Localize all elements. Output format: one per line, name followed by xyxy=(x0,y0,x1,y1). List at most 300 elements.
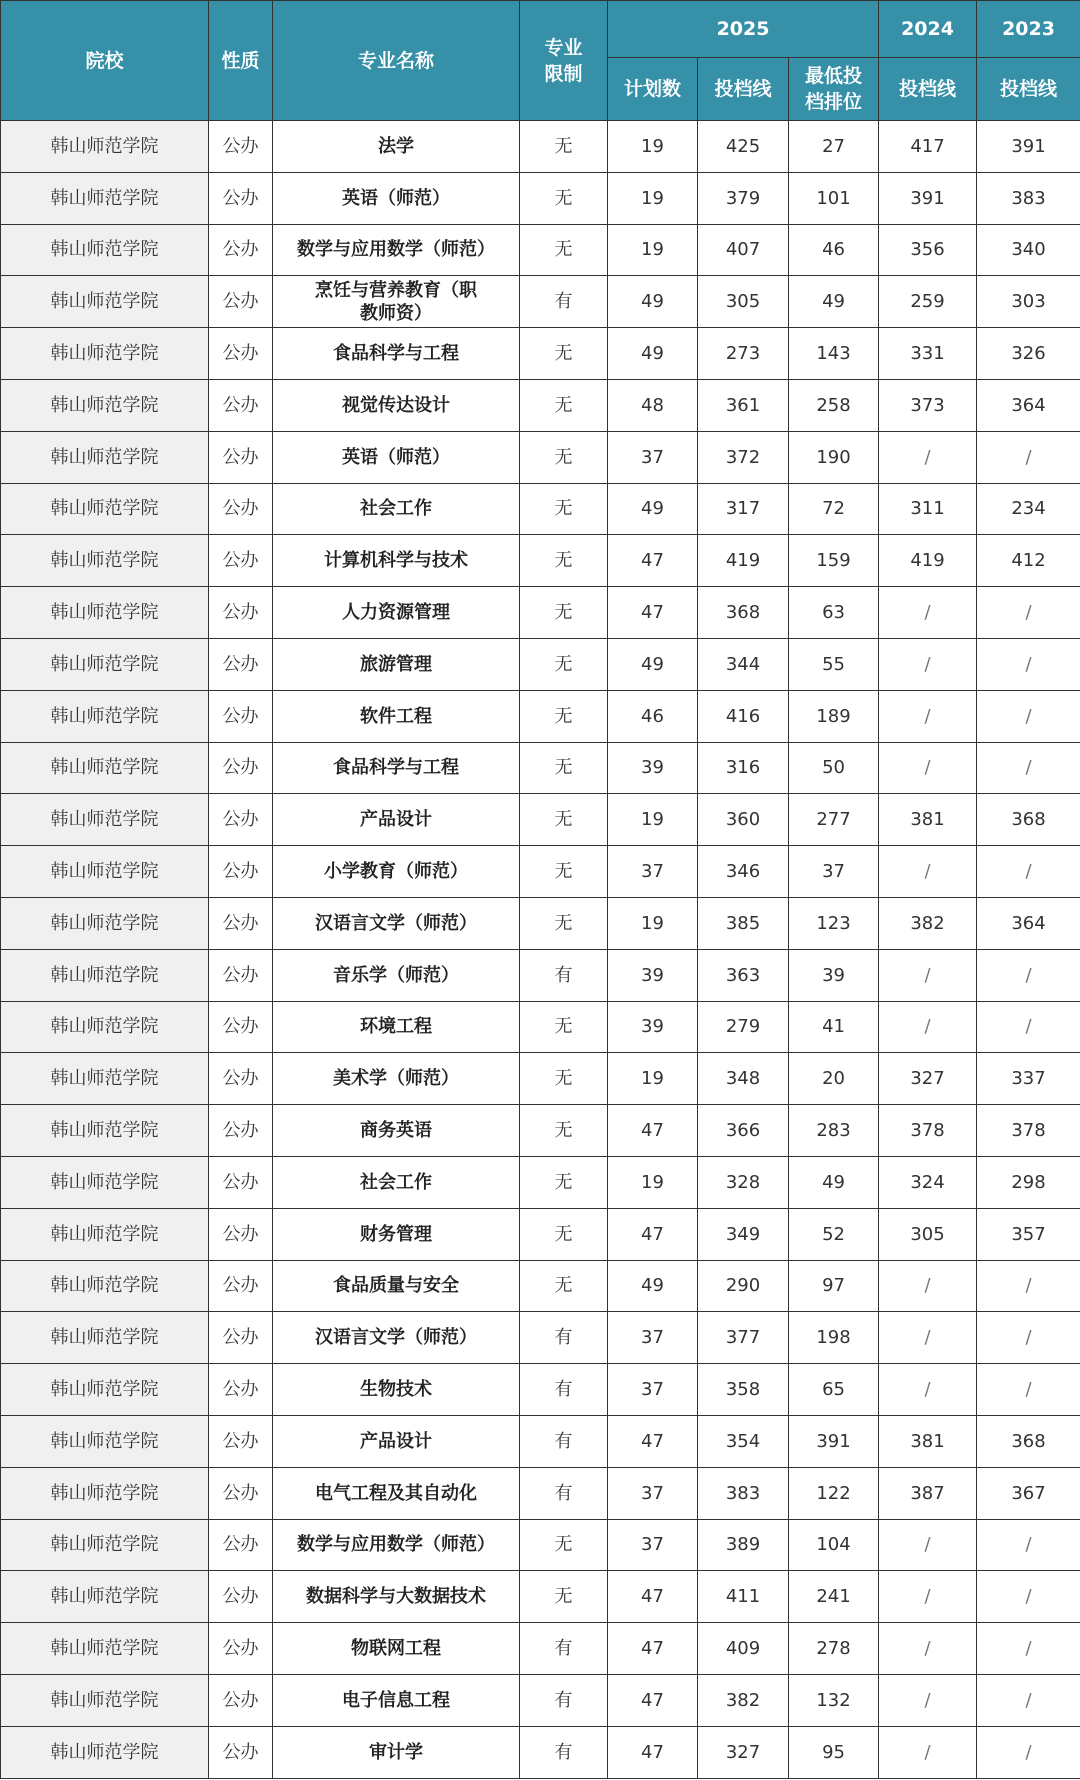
cell-restrict: 无 xyxy=(520,690,608,742)
cell-line-2024: 259 xyxy=(879,276,977,328)
cell-line-2025: 328 xyxy=(698,1156,789,1208)
cell-restrict: 无 xyxy=(520,172,608,224)
cell-nature: 公办 xyxy=(209,897,273,949)
cell-rank: 143 xyxy=(789,328,879,380)
cell-plan: 19 xyxy=(608,224,698,276)
cell-nature: 公办 xyxy=(209,379,273,431)
cell-school: 韩山师范学院 xyxy=(1,638,209,690)
cell-plan: 47 xyxy=(608,535,698,587)
cell-rank: 50 xyxy=(789,742,879,794)
header-2025: 2025 xyxy=(608,1,879,58)
cell-plan: 19 xyxy=(608,172,698,224)
cell-school: 韩山师范学院 xyxy=(1,1001,209,1053)
cell-line-2023: 378 xyxy=(977,1105,1080,1157)
cell-line-2024: 417 xyxy=(879,121,977,173)
cell-line-2024: 387 xyxy=(879,1467,977,1519)
cell-line-2023: / xyxy=(977,1001,1080,1053)
table-row xyxy=(1,1415,1080,1467)
cell-nature: 公办 xyxy=(209,1415,273,1467)
cell-major: 产品设计 xyxy=(273,1415,520,1467)
table-row xyxy=(1,535,1080,587)
cell-plan: 19 xyxy=(608,897,698,949)
cell-nature: 公办 xyxy=(209,1260,273,1312)
cell-line-2024: / xyxy=(879,1260,977,1312)
cell-line-2024: / xyxy=(879,1623,977,1675)
table-row xyxy=(1,1260,1080,1312)
cell-plan: 47 xyxy=(608,1726,698,1778)
cell-line-2025: 389 xyxy=(698,1519,789,1571)
cell-major: 数学与应用数学（师范） xyxy=(273,224,520,276)
cell-line-2024: / xyxy=(879,1001,977,1053)
table-row xyxy=(1,1105,1080,1157)
cell-major: 食品科学与工程 xyxy=(273,328,520,380)
cell-line-2025: 407 xyxy=(698,224,789,276)
cell-line-2023: / xyxy=(977,690,1080,742)
cell-line-2023: 391 xyxy=(977,121,1080,173)
cell-plan: 19 xyxy=(608,121,698,173)
cell-nature: 公办 xyxy=(209,690,273,742)
cell-restrict: 无 xyxy=(520,224,608,276)
cell-nature: 公办 xyxy=(209,172,273,224)
cell-line-2025: 317 xyxy=(698,483,789,535)
cell-line-2024: / xyxy=(879,690,977,742)
cell-restrict: 有 xyxy=(520,949,608,1001)
cell-restrict: 无 xyxy=(520,1208,608,1260)
cell-line-2024: / xyxy=(879,431,977,483)
cell-restrict: 有 xyxy=(520,1726,608,1778)
cell-restrict: 无 xyxy=(520,1519,608,1571)
cell-line-2023: 412 xyxy=(977,535,1080,587)
cell-school: 韩山师范学院 xyxy=(1,121,209,173)
cell-line-2025: 363 xyxy=(698,949,789,1001)
table-row xyxy=(1,690,1080,742)
cell-line-2023: 303 xyxy=(977,276,1080,328)
cell-nature: 公办 xyxy=(209,1105,273,1157)
cell-nature: 公办 xyxy=(209,1312,273,1364)
cell-rank: 65 xyxy=(789,1364,879,1416)
table-row xyxy=(1,121,1080,173)
cell-restrict: 有 xyxy=(520,1312,608,1364)
cell-school: 韩山师范学院 xyxy=(1,535,209,587)
cell-line-2025: 348 xyxy=(698,1053,789,1105)
cell-rank: 189 xyxy=(789,690,879,742)
cell-major: 电子信息工程 xyxy=(273,1674,520,1726)
cell-plan: 47 xyxy=(608,1571,698,1623)
cell-line-2025: 383 xyxy=(698,1467,789,1519)
cell-plan: 49 xyxy=(608,328,698,380)
cell-plan: 37 xyxy=(608,1519,698,1571)
cell-school: 韩山师范学院 xyxy=(1,276,209,328)
cell-restrict: 无 xyxy=(520,1105,608,1157)
table-row xyxy=(1,1156,1080,1208)
cell-rank: 49 xyxy=(789,276,879,328)
table-row xyxy=(1,1001,1080,1053)
cell-restrict: 有 xyxy=(520,1364,608,1416)
cell-line-2024: / xyxy=(879,846,977,898)
cell-major: 生物技术 xyxy=(273,1364,520,1416)
cell-rank: 63 xyxy=(789,587,879,639)
cell-plan: 37 xyxy=(608,1364,698,1416)
cell-plan: 48 xyxy=(608,379,698,431)
cell-plan: 47 xyxy=(608,1623,698,1675)
cell-restrict: 有 xyxy=(520,1674,608,1726)
cell-line-2023: / xyxy=(977,846,1080,898)
cell-plan: 19 xyxy=(608,1053,698,1105)
table-row xyxy=(1,1623,1080,1675)
cell-rank: 27 xyxy=(789,121,879,173)
cell-nature: 公办 xyxy=(209,224,273,276)
cell-nature: 公办 xyxy=(209,1519,273,1571)
cell-nature: 公办 xyxy=(209,431,273,483)
cell-rank: 132 xyxy=(789,1674,879,1726)
cell-major: 审计学 xyxy=(273,1726,520,1778)
cell-nature: 公办 xyxy=(209,587,273,639)
cell-line-2024: / xyxy=(879,587,977,639)
cell-school: 韩山师范学院 xyxy=(1,1519,209,1571)
table-row xyxy=(1,1364,1080,1416)
table-row xyxy=(1,1571,1080,1623)
cell-nature: 公办 xyxy=(209,1726,273,1778)
cell-line-2024: / xyxy=(879,1519,977,1571)
cell-school: 韩山师范学院 xyxy=(1,1208,209,1260)
cell-line-2025: 354 xyxy=(698,1415,789,1467)
cell-line-2023: 364 xyxy=(977,897,1080,949)
cell-nature: 公办 xyxy=(209,742,273,794)
cell-line-2023: / xyxy=(977,1674,1080,1726)
cell-major: 食品质量与安全 xyxy=(273,1260,520,1312)
cell-rank: 37 xyxy=(789,846,879,898)
cell-nature: 公办 xyxy=(209,535,273,587)
cell-school: 韩山师范学院 xyxy=(1,379,209,431)
cell-plan: 47 xyxy=(608,587,698,639)
cell-school: 韩山师范学院 xyxy=(1,1105,209,1157)
header-line-2024: 投档线 xyxy=(879,58,977,121)
cell-restrict: 无 xyxy=(520,1001,608,1053)
cell-line-2023: / xyxy=(977,431,1080,483)
cell-restrict: 有 xyxy=(520,1415,608,1467)
cell-rank: 123 xyxy=(789,897,879,949)
cell-plan: 49 xyxy=(608,638,698,690)
cell-restrict: 无 xyxy=(520,1156,608,1208)
cell-line-2024: / xyxy=(879,1674,977,1726)
cell-major: 旅游管理 xyxy=(273,638,520,690)
cell-school: 韩山师范学院 xyxy=(1,328,209,380)
cell-line-2024: 419 xyxy=(879,535,977,587)
cell-line-2024: / xyxy=(879,1726,977,1778)
cell-line-2025: 368 xyxy=(698,587,789,639)
cell-line-2023: 234 xyxy=(977,483,1080,535)
cell-rank: 391 xyxy=(789,1415,879,1467)
cell-line-2025: 385 xyxy=(698,897,789,949)
table-row xyxy=(1,431,1080,483)
header-rank: 最低投档排位 xyxy=(789,58,879,121)
cell-major: 汉语言文学（师范） xyxy=(273,1312,520,1364)
table-row xyxy=(1,1726,1080,1778)
cell-line-2024: / xyxy=(879,638,977,690)
cell-restrict: 无 xyxy=(520,742,608,794)
cell-line-2025: 316 xyxy=(698,742,789,794)
cell-nature: 公办 xyxy=(209,1571,273,1623)
cell-major: 烹饪与营养教育（职教师资） xyxy=(273,276,520,328)
cell-rank: 277 xyxy=(789,794,879,846)
cell-line-2023: 364 xyxy=(977,379,1080,431)
table-row xyxy=(1,1519,1080,1571)
cell-nature: 公办 xyxy=(209,1001,273,1053)
cell-plan: 47 xyxy=(608,1208,698,1260)
cell-line-2024: 305 xyxy=(879,1208,977,1260)
cell-school: 韩山师范学院 xyxy=(1,794,209,846)
cell-school: 韩山师范学院 xyxy=(1,587,209,639)
cell-restrict: 无 xyxy=(520,483,608,535)
cell-restrict: 无 xyxy=(520,1053,608,1105)
cell-line-2025: 382 xyxy=(698,1674,789,1726)
cell-line-2025: 305 xyxy=(698,276,789,328)
table-row xyxy=(1,742,1080,794)
header-line-2025: 投档线 xyxy=(698,58,789,121)
table-row xyxy=(1,846,1080,898)
cell-rank: 122 xyxy=(789,1467,879,1519)
cell-line-2025: 377 xyxy=(698,1312,789,1364)
cell-restrict: 有 xyxy=(520,1623,608,1675)
table-body xyxy=(1,121,1080,1779)
cell-line-2023: / xyxy=(977,1571,1080,1623)
cell-line-2025: 419 xyxy=(698,535,789,587)
header-plan: 计划数 xyxy=(608,58,698,121)
cell-nature: 公办 xyxy=(209,846,273,898)
cell-line-2025: 411 xyxy=(698,1571,789,1623)
cell-major: 英语（师范） xyxy=(273,172,520,224)
cell-line-2025: 279 xyxy=(698,1001,789,1053)
cell-nature: 公办 xyxy=(209,1623,273,1675)
cell-line-2023: / xyxy=(977,638,1080,690)
cell-rank: 39 xyxy=(789,949,879,1001)
cell-line-2025: 358 xyxy=(698,1364,789,1416)
cell-rank: 97 xyxy=(789,1260,879,1312)
cell-plan: 37 xyxy=(608,846,698,898)
cell-major: 社会工作 xyxy=(273,1156,520,1208)
cell-rank: 190 xyxy=(789,431,879,483)
cell-line-2023: / xyxy=(977,1519,1080,1571)
cell-restrict: 无 xyxy=(520,431,608,483)
table-row xyxy=(1,587,1080,639)
cell-line-2024: / xyxy=(879,1312,977,1364)
cell-line-2023: / xyxy=(977,1260,1080,1312)
cell-plan: 49 xyxy=(608,276,698,328)
cell-nature: 公办 xyxy=(209,1467,273,1519)
cell-major: 人力资源管理 xyxy=(273,587,520,639)
cell-restrict: 无 xyxy=(520,328,608,380)
cell-line-2025: 366 xyxy=(698,1105,789,1157)
cell-school: 韩山师范学院 xyxy=(1,431,209,483)
cell-school: 韩山师范学院 xyxy=(1,483,209,535)
cell-nature: 公办 xyxy=(209,1053,273,1105)
cell-line-2023: / xyxy=(977,1623,1080,1675)
cell-line-2023: 368 xyxy=(977,1415,1080,1467)
cell-plan: 39 xyxy=(608,949,698,1001)
cell-major: 软件工程 xyxy=(273,690,520,742)
cell-line-2023: 326 xyxy=(977,328,1080,380)
cell-line-2025: 360 xyxy=(698,794,789,846)
cell-line-2023: 340 xyxy=(977,224,1080,276)
cell-school: 韩山师范学院 xyxy=(1,1260,209,1312)
table-row xyxy=(1,276,1080,328)
table-row xyxy=(1,379,1080,431)
table-row xyxy=(1,1467,1080,1519)
cell-line-2023: / xyxy=(977,742,1080,794)
cell-restrict: 无 xyxy=(520,897,608,949)
cell-line-2024: 356 xyxy=(879,224,977,276)
cell-school: 韩山师范学院 xyxy=(1,1156,209,1208)
table-row xyxy=(1,1674,1080,1726)
table-row xyxy=(1,1208,1080,1260)
cell-nature: 公办 xyxy=(209,276,273,328)
cell-line-2025: 425 xyxy=(698,121,789,173)
cell-nature: 公办 xyxy=(209,1156,273,1208)
cell-school: 韩山师范学院 xyxy=(1,1467,209,1519)
cell-nature: 公办 xyxy=(209,638,273,690)
cell-line-2023: / xyxy=(977,587,1080,639)
cell-major: 食品科学与工程 xyxy=(273,742,520,794)
cell-restrict: 无 xyxy=(520,379,608,431)
cell-nature: 公办 xyxy=(209,483,273,535)
table-row xyxy=(1,1053,1080,1105)
cell-nature: 公办 xyxy=(209,1674,273,1726)
cell-plan: 46 xyxy=(608,690,698,742)
cell-restrict: 无 xyxy=(520,587,608,639)
cell-line-2025: 273 xyxy=(698,328,789,380)
cell-restrict: 有 xyxy=(520,276,608,328)
cell-line-2024: 373 xyxy=(879,379,977,431)
cell-line-2024: 391 xyxy=(879,172,977,224)
cell-school: 韩山师范学院 xyxy=(1,897,209,949)
cell-plan: 37 xyxy=(608,431,698,483)
cell-rank: 159 xyxy=(789,535,879,587)
cell-rank: 258 xyxy=(789,379,879,431)
cell-rank: 95 xyxy=(789,1726,879,1778)
cell-rank: 278 xyxy=(789,1623,879,1675)
cell-rank: 241 xyxy=(789,1571,879,1623)
cell-plan: 19 xyxy=(608,794,698,846)
cell-restrict: 无 xyxy=(520,1260,608,1312)
cell-restrict: 无 xyxy=(520,121,608,173)
table-row xyxy=(1,949,1080,1001)
header-school: 院校 xyxy=(1,1,209,121)
cell-restrict: 无 xyxy=(520,1571,608,1623)
header-2023: 2023 xyxy=(977,1,1080,58)
cell-plan: 39 xyxy=(608,742,698,794)
cell-line-2025: 327 xyxy=(698,1726,789,1778)
cell-major: 视觉传达设计 xyxy=(273,379,520,431)
cell-major: 音乐学（师范） xyxy=(273,949,520,1001)
table-row xyxy=(1,483,1080,535)
header-major: 专业名称 xyxy=(273,1,520,121)
cell-major: 小学教育（师范） xyxy=(273,846,520,898)
cell-line-2025: 349 xyxy=(698,1208,789,1260)
table-row xyxy=(1,224,1080,276)
cell-school: 韩山师范学院 xyxy=(1,742,209,794)
cell-school: 韩山师范学院 xyxy=(1,1571,209,1623)
cell-plan: 39 xyxy=(608,1001,698,1053)
cell-line-2024: / xyxy=(879,1571,977,1623)
cell-line-2025: 416 xyxy=(698,690,789,742)
cell-line-2024: / xyxy=(879,949,977,1001)
cell-line-2024: 327 xyxy=(879,1053,977,1105)
cell-school: 韩山师范学院 xyxy=(1,1726,209,1778)
cell-rank: 41 xyxy=(789,1001,879,1053)
cell-rank: 198 xyxy=(789,1312,879,1364)
cell-school: 韩山师范学院 xyxy=(1,172,209,224)
cell-school: 韩山师范学院 xyxy=(1,1415,209,1467)
cell-line-2024: 378 xyxy=(879,1105,977,1157)
cell-line-2024: 381 xyxy=(879,794,977,846)
cell-plan: 19 xyxy=(608,1156,698,1208)
cell-line-2025: 379 xyxy=(698,172,789,224)
cell-rank: 55 xyxy=(789,638,879,690)
cell-nature: 公办 xyxy=(209,794,273,846)
cell-line-2024: 382 xyxy=(879,897,977,949)
cell-rank: 49 xyxy=(789,1156,879,1208)
cell-major: 数学与应用数学（师范） xyxy=(273,1519,520,1571)
cell-plan: 47 xyxy=(608,1674,698,1726)
cell-restrict: 有 xyxy=(520,1467,608,1519)
cell-rank: 52 xyxy=(789,1208,879,1260)
cell-line-2023: / xyxy=(977,949,1080,1001)
cell-school: 韩山师范学院 xyxy=(1,1674,209,1726)
header-line-2023: 投档线 xyxy=(977,58,1080,121)
cell-major: 物联网工程 xyxy=(273,1623,520,1675)
cell-major: 汉语言文学（师范） xyxy=(273,897,520,949)
cell-plan: 47 xyxy=(608,1415,698,1467)
cell-school: 韩山师范学院 xyxy=(1,949,209,1001)
cell-line-2024: / xyxy=(879,742,977,794)
table-row xyxy=(1,172,1080,224)
cell-rank: 283 xyxy=(789,1105,879,1157)
cell-line-2023: 383 xyxy=(977,172,1080,224)
cell-plan: 37 xyxy=(608,1312,698,1364)
table-row xyxy=(1,794,1080,846)
cell-major: 商务英语 xyxy=(273,1105,520,1157)
header-restrict: 专业限制 xyxy=(520,1,608,121)
cell-line-2024: 311 xyxy=(879,483,977,535)
cell-line-2023: 337 xyxy=(977,1053,1080,1105)
cell-line-2025: 344 xyxy=(698,638,789,690)
cell-school: 韩山师范学院 xyxy=(1,846,209,898)
cell-nature: 公办 xyxy=(209,328,273,380)
table-row xyxy=(1,897,1080,949)
cell-school: 韩山师范学院 xyxy=(1,690,209,742)
cell-school: 韩山师范学院 xyxy=(1,1312,209,1364)
cell-restrict: 无 xyxy=(520,535,608,587)
cell-rank: 20 xyxy=(789,1053,879,1105)
header-nature: 性质 xyxy=(209,1,273,121)
cell-major: 英语（师范） xyxy=(273,431,520,483)
cell-school: 韩山师范学院 xyxy=(1,1053,209,1105)
cell-restrict: 无 xyxy=(520,846,608,898)
cell-school: 韩山师范学院 xyxy=(1,224,209,276)
cell-line-2024: / xyxy=(879,1364,977,1416)
cell-nature: 公办 xyxy=(209,1364,273,1416)
cell-nature: 公办 xyxy=(209,949,273,1001)
cell-plan: 49 xyxy=(608,483,698,535)
cell-major: 财务管理 xyxy=(273,1208,520,1260)
cell-school: 韩山师范学院 xyxy=(1,1364,209,1416)
cell-rank: 101 xyxy=(789,172,879,224)
header-2024: 2024 xyxy=(879,1,977,58)
cell-major: 计算机科学与技术 xyxy=(273,535,520,587)
cell-line-2024: 331 xyxy=(879,328,977,380)
cell-rank: 46 xyxy=(789,224,879,276)
cell-line-2023: 298 xyxy=(977,1156,1080,1208)
